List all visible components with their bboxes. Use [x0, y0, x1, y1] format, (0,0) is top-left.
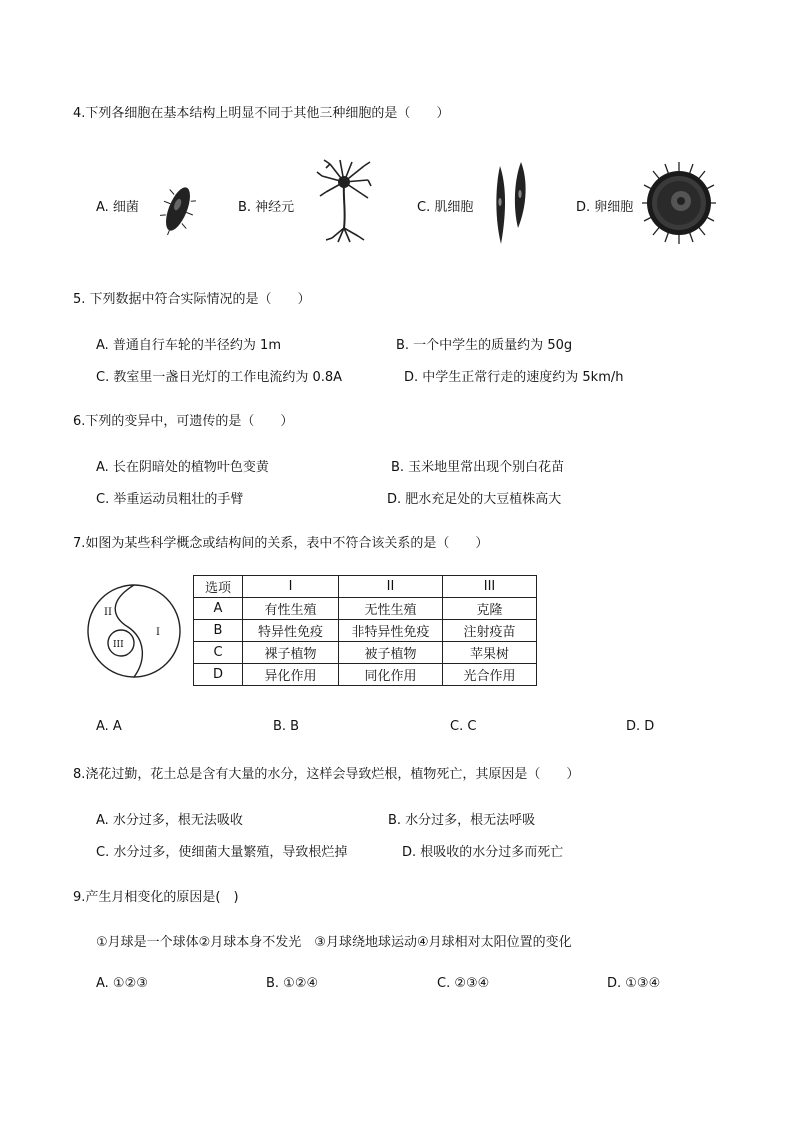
q7-option-b: B. B [273, 719, 300, 734]
q4-stem: 4.下列各细胞在基本结构上明显不同于其他三种细胞的是（ ） [73, 106, 450, 121]
table-cell: B [194, 620, 243, 642]
table-cell: 裸子植物 [243, 642, 339, 664]
q8-option-c: C. 水分过多，使细菌大量繁殖，导致根烂掉 [96, 845, 348, 860]
q9-option-a: A. ①②③ [96, 976, 148, 991]
table-cell: 光合作用 [443, 664, 537, 686]
table-cell: A [194, 598, 243, 620]
table-cell: D [194, 664, 243, 686]
q8-option-b: B. 水分过多，根无法呼吸 [388, 813, 536, 828]
table-header: I [243, 576, 339, 598]
table-cell: 同化作用 [339, 664, 443, 686]
q9-statement: ①月球是一个球体②月球本身不发光 ③月球绕地球运动④月球相对太阳位置的变化 [96, 935, 572, 950]
q4-option-b: B. 神经元 [238, 200, 295, 215]
q5-option-d: D. 中学生正常行走的速度约为 5km/h [404, 370, 624, 385]
table-cell: 无性生殖 [339, 598, 443, 620]
q5-option-b: B. 一个中学生的质量约为 50g [396, 338, 573, 353]
table-row [194, 620, 537, 642]
egg-cell-icon [641, 161, 717, 245]
q7-option-c: C. C [450, 719, 477, 734]
q5-stem: 5. 下列数据中符合实际情况的是（ ） [73, 292, 311, 307]
q8-option-a: A. 水分过多，根无法吸收 [96, 813, 243, 828]
table-cell: 非特异性免疫 [339, 620, 443, 642]
table-header-row [194, 576, 537, 598]
q5-option-a: A. 普通自行车轮的半径约为 1m [96, 338, 281, 353]
q9-option-b: B. ①②④ [266, 976, 319, 991]
diagram-label-ii: II [104, 607, 112, 618]
table-cell: 异化作用 [243, 664, 339, 686]
q6-option-a: A. 长在阴暗处的植物叶色变黄 [96, 460, 269, 475]
diagram-label-iii: III [113, 640, 124, 650]
q7-stem: 7.如图为某些科学概念或结构间的关系，表中不符合该关系的是（ ） [73, 536, 489, 551]
q4-option-d: D. 卵细胞 [576, 200, 634, 215]
q9-stem: 9.产生月相变化的原因是( ) [73, 890, 239, 905]
q7-option-a: A. A [96, 719, 122, 734]
muscle-cell-icon [490, 158, 534, 248]
table-row [194, 664, 537, 686]
q6-option-c: C. 举重运动员粗壮的手臂 [96, 492, 244, 507]
q4-option-a: A. 细菌 [96, 200, 139, 215]
q4-option-c: C. 肌细胞 [417, 200, 474, 215]
table-cell: 注射疫苗 [443, 620, 537, 642]
q8-option-d: D. 根吸收的水分过多而死亡 [402, 845, 564, 860]
q7-table [193, 575, 537, 686]
table-cell: 被子植物 [339, 642, 443, 664]
table-cell: 苹果树 [443, 642, 537, 664]
q6-option-b: B. 玉米地里常出现个别白花苗 [391, 460, 565, 475]
neuron-icon [316, 158, 372, 246]
q7-option-d: D. D [626, 719, 655, 734]
table-cell: 克隆 [443, 598, 537, 620]
table-header: II [339, 576, 443, 598]
q5-option-c: C. 教室里一盏日光灯的工作电流约为 0.8A [96, 370, 343, 385]
q9-option-c: C. ②③④ [437, 976, 490, 991]
table-row [194, 598, 537, 620]
q9-option-d: D. ①③④ [607, 976, 661, 991]
relationship-diagram [86, 583, 182, 679]
bacteria-icon [160, 179, 196, 239]
q6-stem: 6.下列的变异中，可遗传的是（ ） [73, 414, 294, 429]
table-header: 选项 [194, 576, 243, 598]
table-cell: C [194, 642, 243, 664]
table-row [194, 642, 537, 664]
table-header: III [443, 576, 537, 598]
q6-option-d: D. 肥水充足处的大豆植株高大 [387, 492, 562, 507]
table-cell: 有性生殖 [243, 598, 339, 620]
q8-stem: 8.浇花过勤，花土总是含有大量的水分，这样会导致烂根，植物死亡，其原因是（ ） [73, 767, 580, 782]
table-cell: 特异性免疫 [243, 620, 339, 642]
diagram-label-i: I [156, 627, 160, 638]
